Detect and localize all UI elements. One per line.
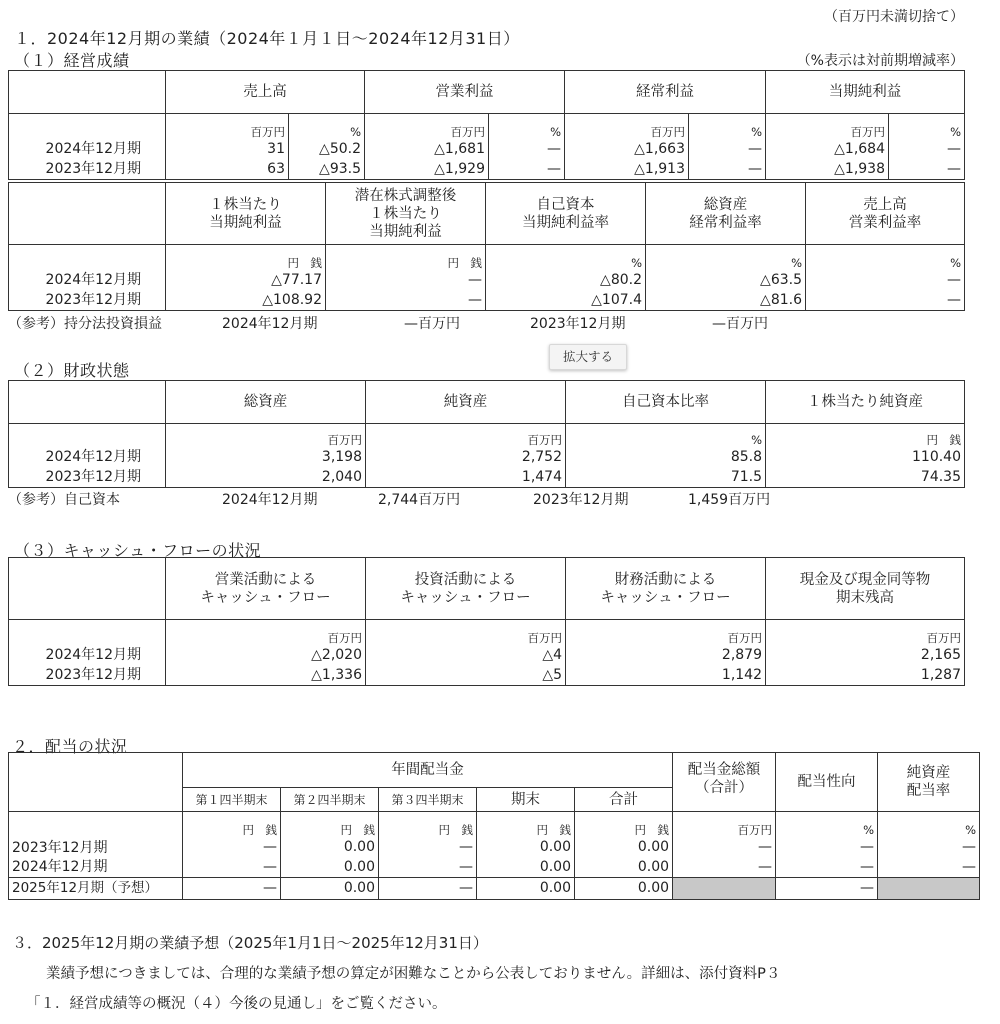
cell: △1,336 [311,667,362,683]
cashflow-table [8,557,965,686]
equity-method-ref-period1: 2024年12月期 [222,316,318,332]
cell: 0.00 [343,839,375,855]
cell: 0.00 [637,839,670,855]
forecast-line1: 業績予想につきましては、合理的な業績予想の算定が困難なことから公表しておりません。詳細は、添付資料P３ [46,966,781,982]
cell: △2,020 [311,647,362,663]
cashflow-title: （３）キャッシュ・フローの状況 [14,541,262,560]
unit: 円 銭 [447,256,482,270]
row-label: 2024年12月期 [45,449,141,465]
unit: 円 銭 [340,823,375,837]
col-header: 営業利益 [365,71,565,114]
cell: △1,684 [834,141,885,157]
unit: 円 銭 [634,823,670,837]
row-label: 2023年12月期 [12,840,108,856]
cell: — [183,878,281,900]
cell: 0.00 [637,859,670,875]
row-labels [9,114,166,180]
cell: — [748,161,762,177]
col-header: 総資産 経常利益率 [646,183,806,245]
unit: % [863,823,875,837]
row-label: 2023年12月期 [45,161,141,177]
col-header: 当期純利益 [766,71,965,114]
equity-method-ref-value2: —百万円 [712,316,768,332]
unit: % [550,125,561,139]
row-label: 2024年12月期 [45,647,141,663]
cell: △107.4 [591,292,642,308]
corner-cell [9,381,166,424]
equity-ref-label: （参考）自己資本 [8,492,120,508]
dividends-table [8,752,980,900]
equity-ref-period2: 2023年12月期 [533,492,629,508]
unit: % [791,256,802,270]
col-header: 売上高 営業利益率 [806,183,965,245]
equity-method-ref-label: （参考）持分法投資損益 [8,316,162,332]
unit: % [350,125,361,139]
cell: 0.00 [539,839,571,855]
equity-ref-value2: 1,459百万円 [688,492,771,508]
total-dividend-header: 配当金総額 （合計） [673,753,776,812]
row-labels [9,812,183,878]
cell: — [947,292,961,308]
financial-table [8,380,965,488]
unit: 百万円 [850,125,885,139]
unit: 百万円 [327,433,362,447]
unit: 円 銭 [287,256,322,270]
cell: 0.00 [539,859,571,875]
unit: 円 銭 [242,823,277,837]
cell: 2,752 [521,449,562,465]
cell: △1,913 [634,161,685,177]
col-header: 自己資本比率 [566,381,766,424]
cell: — [962,839,977,855]
corner-cell [9,753,183,812]
payout-ratio-header: 配当性向 [776,753,878,812]
col-header: １株当たり純資産 [766,381,965,424]
forecast-row [9,878,980,900]
cell: 0.00 [477,878,575,900]
cell: 2,040 [321,469,362,485]
row-label: 2023年12月期 [45,292,141,308]
col-header: 投資活動による キャッシュ・フロー [366,558,566,620]
cell: — [776,878,878,900]
cell: — [263,839,277,855]
row-labels [9,620,166,686]
cell: — [860,839,875,855]
unit: % [950,125,961,139]
cell: △108.92 [262,292,322,308]
unit: 円 銭 [536,823,571,837]
cell: — [468,292,482,308]
cell: 0.00 [343,859,375,875]
col-header: 潜在株式調整後 １株当たり 当期純利益 [326,183,486,245]
cell: △93.5 [319,161,361,177]
row-label: 2025年12月期（予想） [9,878,183,900]
cell: 2,879 [721,647,762,663]
col-header: 純資産 [366,381,566,424]
cell: — [947,161,961,177]
unit: 百万円 [650,125,685,139]
cell: 0.00 [281,878,379,900]
cell: — [758,859,773,875]
equity-ref-value1: 2,744百万円 [378,492,461,508]
forecast-line2: 「１．経営成績等の概況（４）今後の見通し」をご覧ください。 [26,996,447,1012]
cell: 31 [267,141,285,157]
cell: — [263,859,277,875]
zoom-tooltip-button[interactable]: 拡大する [549,344,627,370]
row-label: 2024年12月期 [45,272,141,288]
row-label: 2024年12月期 [12,859,108,875]
col-header: １株当たり 当期純利益 [166,183,326,245]
total-header: 合計 [575,788,673,812]
q2-header: 第２四半期末 [281,788,379,812]
corner-cell [9,71,166,114]
col-header: 営業活動による キャッシュ・フロー [166,558,366,620]
ratios-table [8,182,965,311]
row-label: 2023年12月期 [45,667,141,683]
cell: — [748,141,762,157]
col-header: 経常利益 [565,71,766,114]
cell: △5 [542,667,562,683]
cell: △4 [542,647,562,663]
col-header: 売上高 [166,71,365,114]
cell: — [547,141,561,157]
dividends-title: ２．配当の状況 [12,737,128,756]
unit: 円 銭 [438,823,473,837]
cell: △77.17 [271,272,322,288]
cell: — [758,839,773,855]
rounding-note: （百万円未満切捨て） [824,9,964,25]
shaded-cell [878,878,980,900]
cell: △50.2 [319,141,361,157]
financial-title: （２）財政状態 [14,361,130,380]
unit: % [965,823,977,837]
unit: 百万円 [250,125,285,139]
unit: 円 銭 [926,433,961,447]
cell: 1,474 [521,469,562,485]
unit: 百万円 [327,631,362,645]
row-labels [9,245,166,311]
unit: 百万円 [737,823,773,837]
cell: △80.2 [600,272,642,288]
cell: — [468,272,482,288]
section1-title: １．2024年12月期の業績（2024年１月１日～2024年12月31日） [14,29,520,48]
unit: 百万円 [727,631,762,645]
cell: 1,142 [721,667,762,683]
shaded-cell [673,878,776,900]
cell: 71.5 [730,469,762,485]
year-end-header: 期末 [477,788,575,812]
cell: 85.8 [730,449,762,465]
cell: 0.00 [575,878,673,900]
cell: — [860,859,875,875]
unit: % [751,125,762,139]
cell: △81.6 [760,292,802,308]
forecast-title: ３．2025年12月期の業績予想（2025年1月1日～2025年12月31日） [12,934,488,952]
cell: — [947,272,961,288]
col-header: 現金及び現金同等物 期末残高 [766,558,965,620]
equity-ref-period1: 2024年12月期 [222,492,318,508]
unit: 百万円 [527,433,562,447]
cell: △63.5 [760,272,802,288]
cell: — [947,141,961,157]
cell: — [962,859,977,875]
pct-note: （%表示は対前期増減率） [796,53,964,69]
equity-method-ref-period2: 2023年12月期 [530,316,626,332]
col-header: 自己資本 当期純利益率 [486,183,646,245]
cell: 63 [267,161,285,177]
annual-dividend-header: 年間配当金 [183,753,673,788]
operating-results-table [8,70,965,180]
q3-header: 第３四半期末 [379,788,477,812]
cell: 110.40 [912,449,961,465]
corner-cell [9,183,166,245]
cell: △1,663 [634,141,685,157]
cell: △1,681 [434,141,485,157]
corner-cell [9,558,166,620]
cell: △1,938 [834,161,885,177]
row-labels [9,424,166,488]
unit: % [631,256,642,270]
cell: △1,929 [434,161,485,177]
col-header: 総資産 [166,381,366,424]
q1-header: 第１四半期末 [183,788,281,812]
cell: — [459,859,473,875]
nav-dividend-header: 純資産 配当率 [878,753,980,812]
row-label: 2024年12月期 [45,141,141,157]
cell: 2,165 [920,647,961,663]
cell: 1,287 [920,667,961,683]
cell: — [547,161,561,177]
row-label: 2023年12月期 [45,469,141,485]
cell: 74.35 [920,469,961,485]
unit: 百万円 [926,631,961,645]
cell: — [379,878,477,900]
col-header: 財務活動による キャッシュ・フロー [566,558,766,620]
cell: 3,198 [321,449,362,465]
cell: — [459,839,473,855]
unit: % [950,256,961,270]
sub1-title: （１）経営成績 [14,51,130,70]
unit: 百万円 [450,125,485,139]
unit: 百万円 [527,631,562,645]
unit: % [751,433,762,447]
equity-method-ref-value1: —百万円 [404,316,460,332]
